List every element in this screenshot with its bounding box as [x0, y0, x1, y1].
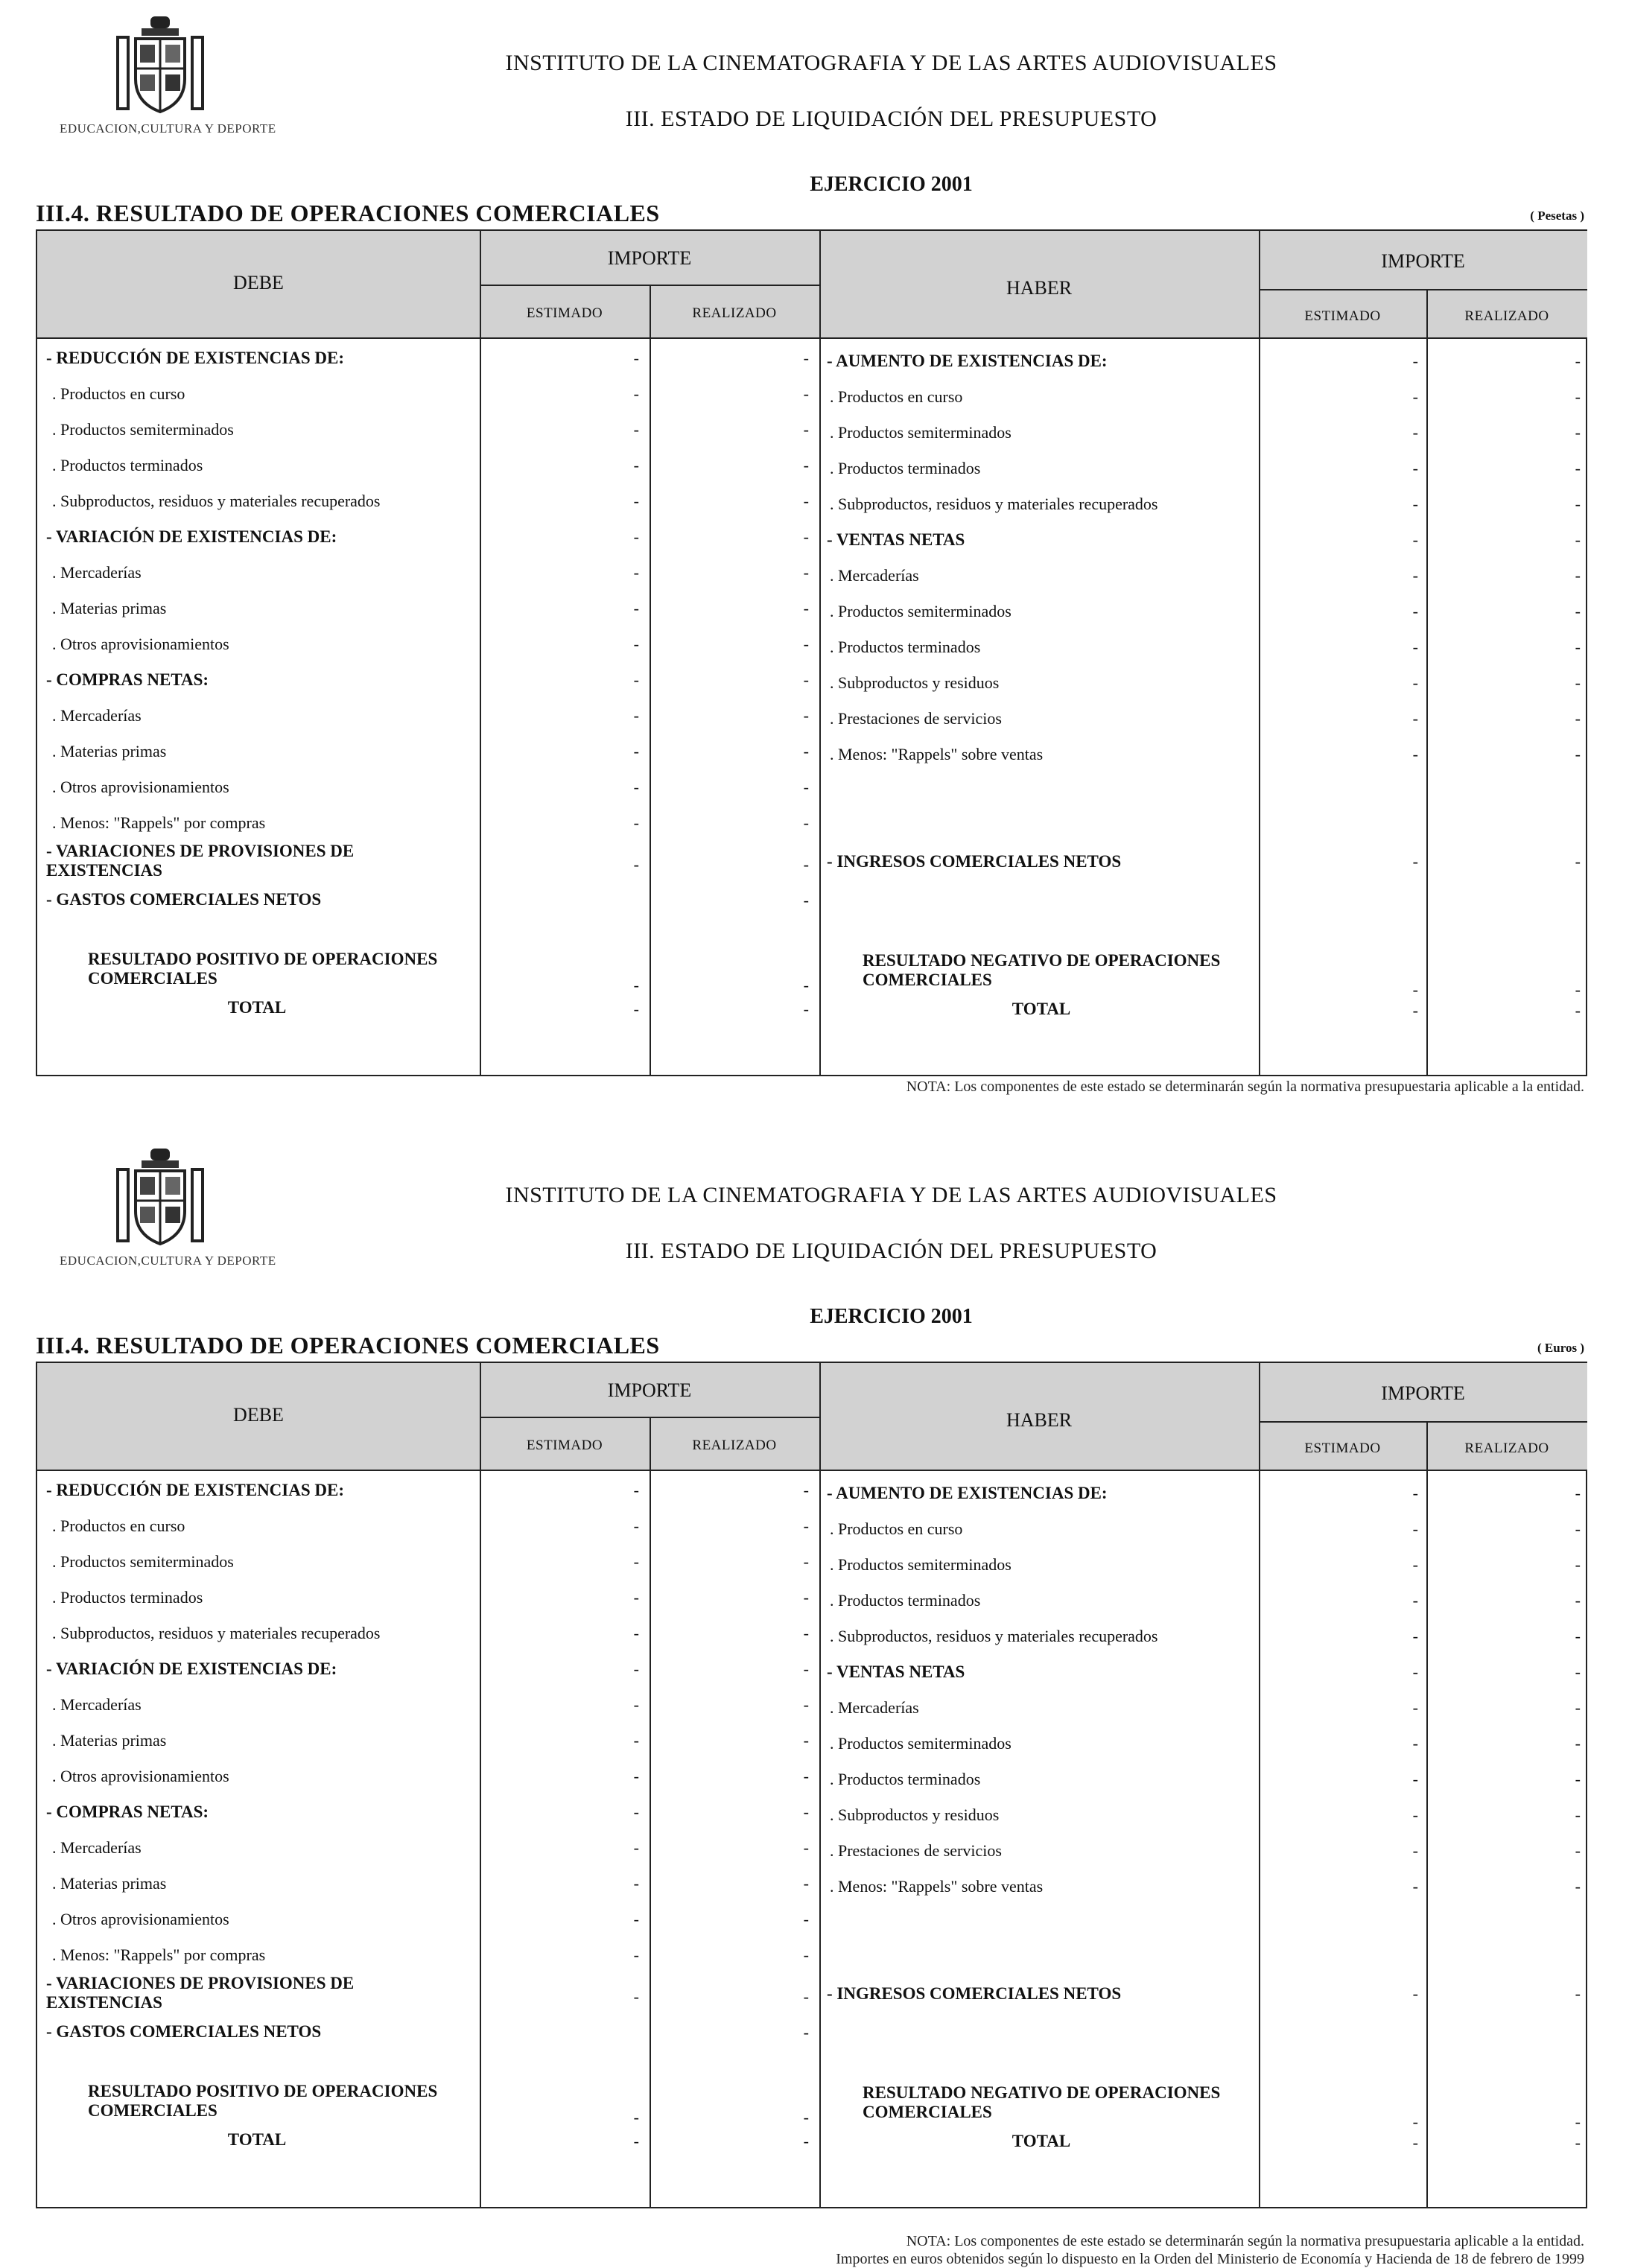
fiscal-year: EJERCICIO 2001 — [810, 1305, 973, 1328]
haber-estimado-value: - — [1412, 352, 1418, 370]
commercial-operations-table — [36, 1362, 1587, 2208]
debe-row-label: - GASTOS COMERCIALES NETOS — [46, 2022, 322, 2041]
haber-estimado-value: - — [1412, 1734, 1418, 1753]
debe-estimado-value: - — [633, 1731, 639, 1750]
debe-realizado-value: - — [803, 855, 809, 874]
haber-estimado-value: - — [1412, 1841, 1418, 1860]
haber-row-label: - INGRESOS COMERCIALES NETOS — [827, 852, 1122, 871]
state-title: III. ESTADO DE LIQUIDACIÓN DEL PRESUPUESTO — [625, 1239, 1157, 1263]
debe-row-label: - REDUCCIÓN DE EXISTENCIAS DE: — [46, 349, 345, 367]
debe-estimado-value: - — [633, 1516, 639, 1535]
haber-realizado-value: - — [1575, 530, 1581, 549]
debe-estimado-value: - — [633, 2132, 639, 2150]
haber-realizado-value: - — [1575, 1627, 1581, 1645]
haber-row-label: . Productos terminados — [830, 1770, 981, 1788]
haber-row-label: . Mercaderías — [830, 1698, 919, 1717]
debe-realizado-value: - — [803, 527, 809, 546]
debe-realizado-value: - — [803, 384, 809, 403]
haber-row-label: . Productos en curso — [830, 387, 963, 406]
debe-realizado-value: - — [803, 492, 809, 510]
debe-estimado-value: - — [633, 456, 639, 474]
commercial-operations-table — [36, 229, 1587, 1076]
debe-header: DEBE — [233, 1404, 284, 1426]
haber-row-label: . Subproductos y residuos — [830, 673, 1000, 692]
haber-estimado-value: - — [1412, 1627, 1418, 1645]
debe-realizado-value: - — [803, 813, 809, 832]
haber-row-label: . Menos: "Rappels" sobre ventas — [830, 1877, 1044, 1896]
debe-header: DEBE — [233, 272, 284, 293]
debe-row-label: TOTAL — [227, 998, 287, 1017]
debe-estimado-value: - — [633, 635, 639, 653]
haber-estimado-value: - — [1412, 745, 1418, 763]
debe-estimado-value: - — [633, 384, 639, 403]
haber-estimado-value: - — [1412, 1877, 1418, 1896]
debe-realizado-header: REALIZADO — [692, 305, 777, 321]
debe-row-label: - COMPRAS NETAS: — [46, 1802, 209, 1821]
haber-realizado-value: - — [1575, 1591, 1581, 1610]
haber-realizado-header: REALIZADO — [1464, 1440, 1549, 1456]
haber-estimado-value: - — [1412, 638, 1418, 656]
haber-realizado-value: - — [1575, 1877, 1581, 1896]
haber-realizado-value: - — [1575, 1484, 1581, 1502]
section-title: III.4. RESULTADO DE OPERACIONES COMERCIALES — [36, 1332, 660, 1359]
haber-header: HABER — [1006, 1409, 1073, 1431]
haber-estimado-value: - — [1412, 980, 1418, 999]
debe-estimado-value: - — [633, 420, 639, 439]
debe-realizado-value: - — [803, 1731, 809, 1750]
haber-realizado-value: - — [1575, 566, 1581, 585]
debe-row-label: . Menos: "Rappels" por compras — [52, 1945, 266, 1964]
haber-row-label: - AUMENTO DE EXISTENCIAS DE: — [827, 1484, 1108, 1502]
debe-realizado-value: - — [803, 670, 809, 689]
haber-realizado-value: - — [1575, 1805, 1581, 1824]
ministry-label: EDUCACION,CULTURA Y DEPORTE — [60, 121, 276, 136]
debe-estimado-value: - — [633, 492, 639, 510]
debe-estimado-value: - — [633, 1910, 639, 1928]
haber-estimado-value: - — [1412, 1555, 1418, 1574]
haber-header: HABER — [1006, 277, 1073, 299]
debe-realizado-value: - — [803, 456, 809, 474]
debe-realizado-value: - — [803, 742, 809, 760]
debe-realizado-value: - — [803, 420, 809, 439]
debe-estimado-value: - — [633, 563, 639, 582]
haber-realizado-value: - — [1575, 745, 1581, 763]
debe-realizado-value: - — [803, 1552, 809, 1571]
debe-estimado-value: - — [633, 527, 639, 546]
haber-estimado-value: - — [1412, 602, 1418, 620]
footnote-euros: Importes en euros obtenidos según lo dispuesto en la Orden del Ministerio de Economía y Hacienda de 18 de febrero de 1999 — [836, 2251, 1584, 2267]
debe-row-label: - REDUCCIÓN DE EXISTENCIAS DE: — [46, 1481, 345, 1499]
haber-realizado-value: - — [1575, 1841, 1581, 1860]
haber-estimado-value: - — [1412, 1001, 1418, 1020]
debe-estimado-value: - — [633, 1588, 639, 1607]
section-title: III.4. RESULTADO DE OPERACIONES COMERCIALES — [36, 200, 660, 226]
haber-row-label: . Productos semiterminados — [830, 602, 1012, 620]
debe-estimado-value: - — [633, 1624, 639, 1642]
haber-estimado-value: - — [1412, 1484, 1418, 1502]
footnote: NOTA: Los componentes de este estado se determinarán según la normativa presupuestaria aplicable a la entidad. — [906, 1079, 1584, 1095]
haber-row-label: - VENTAS NETAS — [827, 1662, 965, 1681]
state-title: III. ESTADO DE LIQUIDACIÓN DEL PRESUPUESTO — [625, 107, 1157, 131]
debe-row-label: . Otros aprovisionamientos — [52, 778, 229, 796]
debe-realizado-value: - — [803, 599, 809, 617]
ministry-label: EDUCACION,CULTURA Y DEPORTE — [60, 1254, 276, 1268]
debe-row-label: . Otros aprovisionamientos — [52, 1910, 229, 1928]
debe-row-label: . Materias primas — [52, 1874, 167, 1893]
debe-row-label: . Mercaderías — [52, 1695, 142, 1714]
haber-realizado-value: - — [1575, 673, 1581, 692]
debe-row-label: - VARIACIÓN DE EXISTENCIAS DE: — [46, 527, 337, 546]
haber-row-label: TOTAL — [1012, 2132, 1071, 2150]
debe-estimado-value: - — [633, 1695, 639, 1714]
haber-row-label: RESULTADO NEGATIVO DE OPERACIONES COMERCIALES — [863, 2083, 1221, 2121]
debe-estimado-value: - — [633, 1802, 639, 1821]
debe-realizado-value: - — [803, 1910, 809, 1928]
haber-realizado-value: - — [1575, 495, 1581, 513]
currency-label: ( Euros ) — [1537, 1341, 1584, 1355]
currency-label: ( Pesetas ) — [1530, 209, 1584, 223]
haber-estimado-value: - — [1412, 423, 1418, 442]
haber-row-label: . Prestaciones de servicios — [830, 709, 1002, 728]
debe-realizado-value: - — [803, 1516, 809, 1535]
institute-title: INSTITUTO DE LA CINEMATOGRAFIA Y DE LAS ARTES AUDIOVISUALES — [505, 51, 1277, 75]
debe-row-label: . Productos semiterminados — [52, 420, 234, 439]
haber-realizado-value: - — [1575, 1519, 1581, 1538]
haber-estimado-value: - — [1412, 459, 1418, 477]
debe-estimado-value: - — [633, 1838, 639, 1857]
haber-row-label: . Productos semiterminados — [830, 1734, 1012, 1753]
debe-estimado-value: - — [633, 1000, 639, 1018]
debe-estimado-value: - — [633, 813, 639, 832]
footnote: NOTA: Los componentes de este estado se determinarán según la normativa presupuestaria aplicable a la entidad. — [906, 2233, 1584, 2249]
debe-realizado-value: - — [803, 349, 809, 367]
haber-row-label: . Productos terminados — [830, 459, 981, 477]
debe-realizado-header: REALIZADO — [692, 1438, 777, 1453]
debe-row-label: . Mercaderías — [52, 706, 142, 725]
debe-realizado-value: - — [803, 1945, 809, 1964]
debe-estimado-value: - — [633, 742, 639, 760]
debe-realizado-value: - — [803, 2023, 809, 2042]
debe-estimado-value: - — [633, 599, 639, 617]
debe-realizado-value: - — [803, 1874, 809, 1893]
haber-realizado-value: - — [1575, 1770, 1581, 1788]
debe-row-label: . Mercaderías — [52, 1838, 142, 1857]
debe-realizado-value: - — [803, 706, 809, 725]
haber-estimado-value: - — [1412, 1662, 1418, 1681]
debe-row-label: . Subproductos, residuos y materiales recuperados — [52, 1624, 381, 1642]
debe-estimado-value: - — [633, 706, 639, 725]
debe-estimado-header: ESTIMADO — [526, 305, 603, 321]
haber-row-label: - VENTAS NETAS — [827, 530, 965, 549]
debe-row-label: . Materias primas — [52, 1731, 167, 1750]
haber-realizado-value: - — [1575, 638, 1581, 656]
haber-row-label: . Subproductos y residuos — [830, 1805, 1000, 1824]
haber-realizado-header: REALIZADO — [1464, 308, 1549, 324]
haber-estimado-header: ESTIMADO — [1304, 1440, 1381, 1456]
haber-row-label: . Prestaciones de servicios — [830, 1841, 1002, 1860]
haber-importe-header: IMPORTE — [1381, 1382, 1465, 1404]
haber-estimado-value: - — [1412, 2112, 1418, 2131]
debe-row-label: . Materias primas — [52, 742, 167, 760]
institute-title: INSTITUTO DE LA CINEMATOGRAFIA Y DE LAS ARTES AUDIOVISUALES — [505, 1183, 1277, 1207]
fiscal-year: EJERCICIO 2001 — [810, 173, 973, 196]
haber-estimado-value: - — [1412, 1770, 1418, 1788]
haber-estimado-value: - — [1412, 852, 1418, 871]
haber-realizado-value: - — [1575, 1734, 1581, 1753]
debe-estimado-value: - — [633, 976, 639, 994]
debe-realizado-value: - — [803, 2132, 809, 2150]
debe-row-label: RESULTADO POSITIVO DE OPERACIONES COMERCIALES — [88, 2082, 438, 2120]
debe-estimado-value: - — [633, 1659, 639, 1678]
debe-row-label: . Materias primas — [52, 599, 167, 617]
haber-estimado-value: - — [1412, 387, 1418, 406]
haber-realizado-value: - — [1575, 852, 1581, 871]
debe-realizado-value: - — [803, 1624, 809, 1642]
debe-realizado-value: - — [803, 1588, 809, 1607]
debe-realizado-value: - — [803, 563, 809, 582]
debe-realizado-value: - — [803, 891, 809, 909]
haber-realizado-value: - — [1575, 602, 1581, 620]
haber-realizado-value: - — [1575, 1555, 1581, 1574]
haber-row-label: . Productos semiterminados — [830, 1555, 1012, 1574]
haber-estimado-value: - — [1412, 1984, 1418, 2003]
haber-realizado-value: - — [1575, 709, 1581, 728]
haber-estimado-value: - — [1412, 1698, 1418, 1717]
haber-row-label: - INGRESOS COMERCIALES NETOS — [827, 1984, 1122, 2003]
haber-realizado-value: - — [1575, 387, 1581, 406]
debe-realizado-value: - — [803, 1481, 809, 1499]
haber-estimado-value: - — [1412, 566, 1418, 585]
haber-estimado-value: - — [1412, 495, 1418, 513]
haber-estimado-value: - — [1412, 2133, 1418, 2152]
debe-row-label: - GASTOS COMERCIALES NETOS — [46, 890, 322, 909]
debe-importe-header: IMPORTE — [607, 1379, 692, 1401]
debe-estimado-value: - — [633, 855, 639, 874]
debe-estimado-value: - — [633, 1767, 639, 1785]
haber-realizado-value: - — [1575, 1698, 1581, 1717]
haber-realizado-value: - — [1575, 1001, 1581, 1020]
haber-estimado-value: - — [1412, 673, 1418, 692]
haber-estimado-value: - — [1412, 1591, 1418, 1610]
haber-row-label: . Productos semiterminados — [830, 423, 1012, 442]
haber-realizado-value: - — [1575, 2133, 1581, 2152]
debe-realizado-value: - — [803, 2108, 809, 2126]
debe-estimado-value: - — [633, 1481, 639, 1499]
haber-realizado-value: - — [1575, 352, 1581, 370]
debe-realizado-value: - — [803, 1000, 809, 1018]
haber-realizado-value: - — [1575, 459, 1581, 477]
haber-estimado-value: - — [1412, 1519, 1418, 1538]
debe-estimado-header: ESTIMADO — [526, 1438, 603, 1453]
debe-realizado-value: - — [803, 635, 809, 653]
debe-realizado-value: - — [803, 1987, 809, 2006]
debe-row-label: - VARIACIONES DE PROVISIONES DE EXISTENCIAS — [46, 842, 355, 880]
haber-row-label: . Productos terminados — [830, 638, 981, 656]
haber-row-label: TOTAL — [1012, 1000, 1071, 1018]
debe-estimado-value: - — [633, 670, 639, 689]
debe-realizado-value: - — [803, 1838, 809, 1857]
debe-row-label: . Productos terminados — [52, 456, 203, 474]
haber-row-label: RESULTADO NEGATIVO DE OPERACIONES COMERCIALES — [863, 951, 1221, 989]
haber-row-label: . Productos terminados — [830, 1591, 981, 1610]
debe-estimado-value: - — [633, 1874, 639, 1893]
debe-row-label: TOTAL — [227, 2130, 287, 2149]
haber-realizado-value: - — [1575, 1662, 1581, 1681]
haber-estimado-header: ESTIMADO — [1304, 308, 1381, 324]
haber-realizado-value: - — [1575, 2112, 1581, 2131]
debe-estimado-value: - — [633, 1945, 639, 1964]
haber-realizado-value: - — [1575, 1984, 1581, 2003]
debe-realizado-value: - — [803, 1767, 809, 1785]
haber-estimado-value: - — [1412, 1805, 1418, 1824]
debe-estimado-value: - — [633, 778, 639, 796]
debe-row-label: - COMPRAS NETAS: — [46, 670, 209, 689]
debe-row-label: . Otros aprovisionamientos — [52, 1767, 229, 1785]
haber-realizado-value: - — [1575, 980, 1581, 999]
debe-row-label: - VARIACIÓN DE EXISTENCIAS DE: — [46, 1659, 337, 1678]
haber-row-label: . Subproductos, residuos y materiales recuperados — [830, 495, 1158, 513]
debe-row-label: . Menos: "Rappels" por compras — [52, 813, 266, 832]
debe-estimado-value: - — [633, 1552, 639, 1571]
haber-row-label: . Menos: "Rappels" sobre ventas — [830, 745, 1044, 763]
haber-row-label: - AUMENTO DE EXISTENCIAS DE: — [827, 352, 1108, 370]
haber-realizado-value: - — [1575, 423, 1581, 442]
haber-row-label: . Subproductos, residuos y materiales recuperados — [830, 1627, 1158, 1645]
debe-row-label: . Productos terminados — [52, 1588, 203, 1607]
haber-row-label: . Productos en curso — [830, 1519, 963, 1538]
debe-importe-header: IMPORTE — [607, 247, 692, 269]
debe-realizado-value: - — [803, 976, 809, 994]
debe-row-label: . Mercaderías — [52, 563, 142, 582]
debe-row-label: . Productos semiterminados — [52, 1552, 234, 1571]
debe-row-label: . Subproductos, residuos y materiales recuperados — [52, 492, 381, 510]
debe-estimado-value: - — [633, 1987, 639, 2006]
debe-estimado-value: - — [633, 2108, 639, 2126]
debe-row-label: . Otros aprovisionamientos — [52, 635, 229, 653]
debe-realizado-value: - — [803, 1659, 809, 1678]
debe-realizado-value: - — [803, 1802, 809, 1821]
haber-importe-header: IMPORTE — [1381, 250, 1465, 272]
haber-estimado-value: - — [1412, 530, 1418, 549]
debe-row-label: - VARIACIONES DE PROVISIONES DE EXISTENCIAS — [46, 1974, 355, 2012]
debe-realizado-value: - — [803, 778, 809, 796]
haber-estimado-value: - — [1412, 709, 1418, 728]
haber-row-label: . Mercaderías — [830, 566, 919, 585]
debe-row-label: . Productos en curso — [52, 384, 185, 403]
debe-estimado-value: - — [633, 349, 639, 367]
debe-row-label: RESULTADO POSITIVO DE OPERACIONES COMERCIALES — [88, 950, 438, 988]
debe-realizado-value: - — [803, 1695, 809, 1714]
debe-row-label: . Productos en curso — [52, 1516, 185, 1535]
